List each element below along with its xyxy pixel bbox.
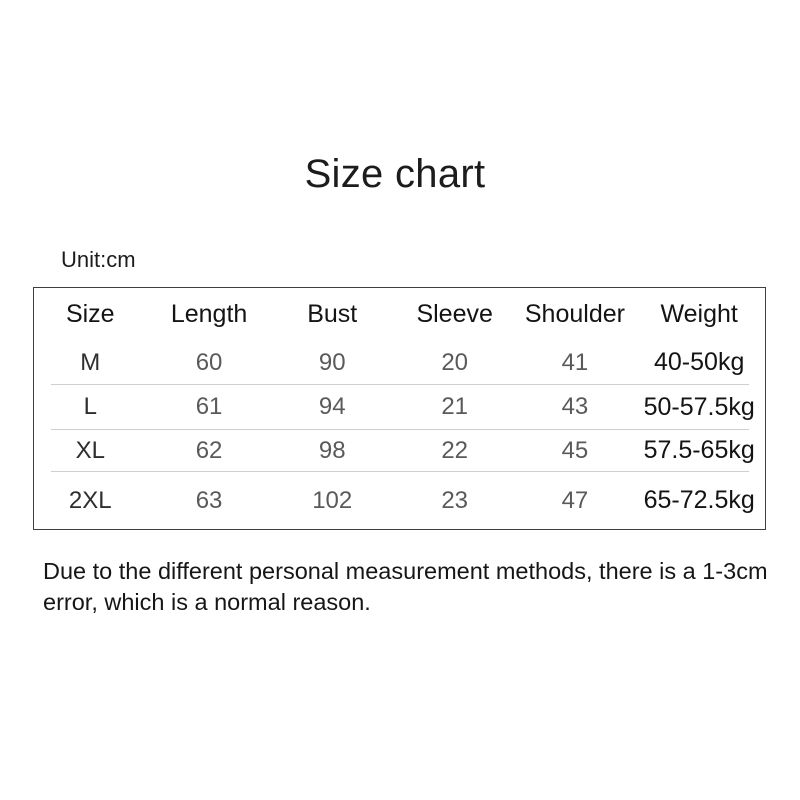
weight-value: 57.5-65kg: [643, 436, 755, 464]
shoulder-value: 47: [561, 486, 589, 514]
length-value: 63: [195, 486, 223, 514]
sleeve-value: 23: [441, 486, 469, 514]
size-value: XL: [75, 436, 105, 464]
sleeve-value: 22: [441, 436, 469, 464]
shoulder-value: 43: [561, 393, 589, 420]
unit-label: Unit:cm: [61, 247, 136, 272]
table-header-row: [34, 288, 765, 341]
sleeve-value: 21: [441, 393, 469, 420]
shoulder-value: 45: [561, 436, 589, 464]
note-line-2: error, which is a normal reason.: [43, 589, 371, 615]
bust-value: 94: [318, 393, 346, 420]
table-row-2xl: [34, 472, 765, 529]
length-value: 60: [195, 348, 223, 376]
header-bust: Bust: [307, 300, 358, 328]
size-value: 2XL: [68, 486, 112, 514]
bust-value: 90: [318, 348, 346, 376]
header-sleeve: Sleeve: [416, 300, 493, 328]
weight-value: 65-72.5kg: [643, 486, 755, 514]
size-chart-table: [33, 287, 766, 530]
weight-value: 40-50kg: [654, 348, 745, 376]
header-size: Size: [65, 300, 115, 328]
table-row-m: [34, 341, 765, 384]
size-value: L: [83, 393, 97, 420]
table-row-xl: [34, 430, 765, 471]
header-weight: Weight: [660, 300, 738, 328]
bust-value: 102: [312, 486, 353, 514]
bust-value: 98: [318, 436, 346, 464]
header-shoulder: Shoulder: [524, 300, 625, 328]
table-row-l: [34, 385, 765, 429]
header-length: Length: [170, 300, 248, 328]
note-line-1: Due to the different personal measurement methods, there is a 1-3cm: [43, 558, 768, 584]
length-value: 61: [195, 393, 223, 420]
size-value: M: [80, 348, 101, 376]
length-value: 62: [195, 436, 223, 464]
page-title: Size chart: [304, 152, 486, 196]
shoulder-value: 41: [561, 348, 589, 376]
weight-value: 50-57.5kg: [643, 392, 755, 421]
sleeve-value: 20: [441, 348, 469, 376]
measurement-note: [43, 556, 773, 618]
